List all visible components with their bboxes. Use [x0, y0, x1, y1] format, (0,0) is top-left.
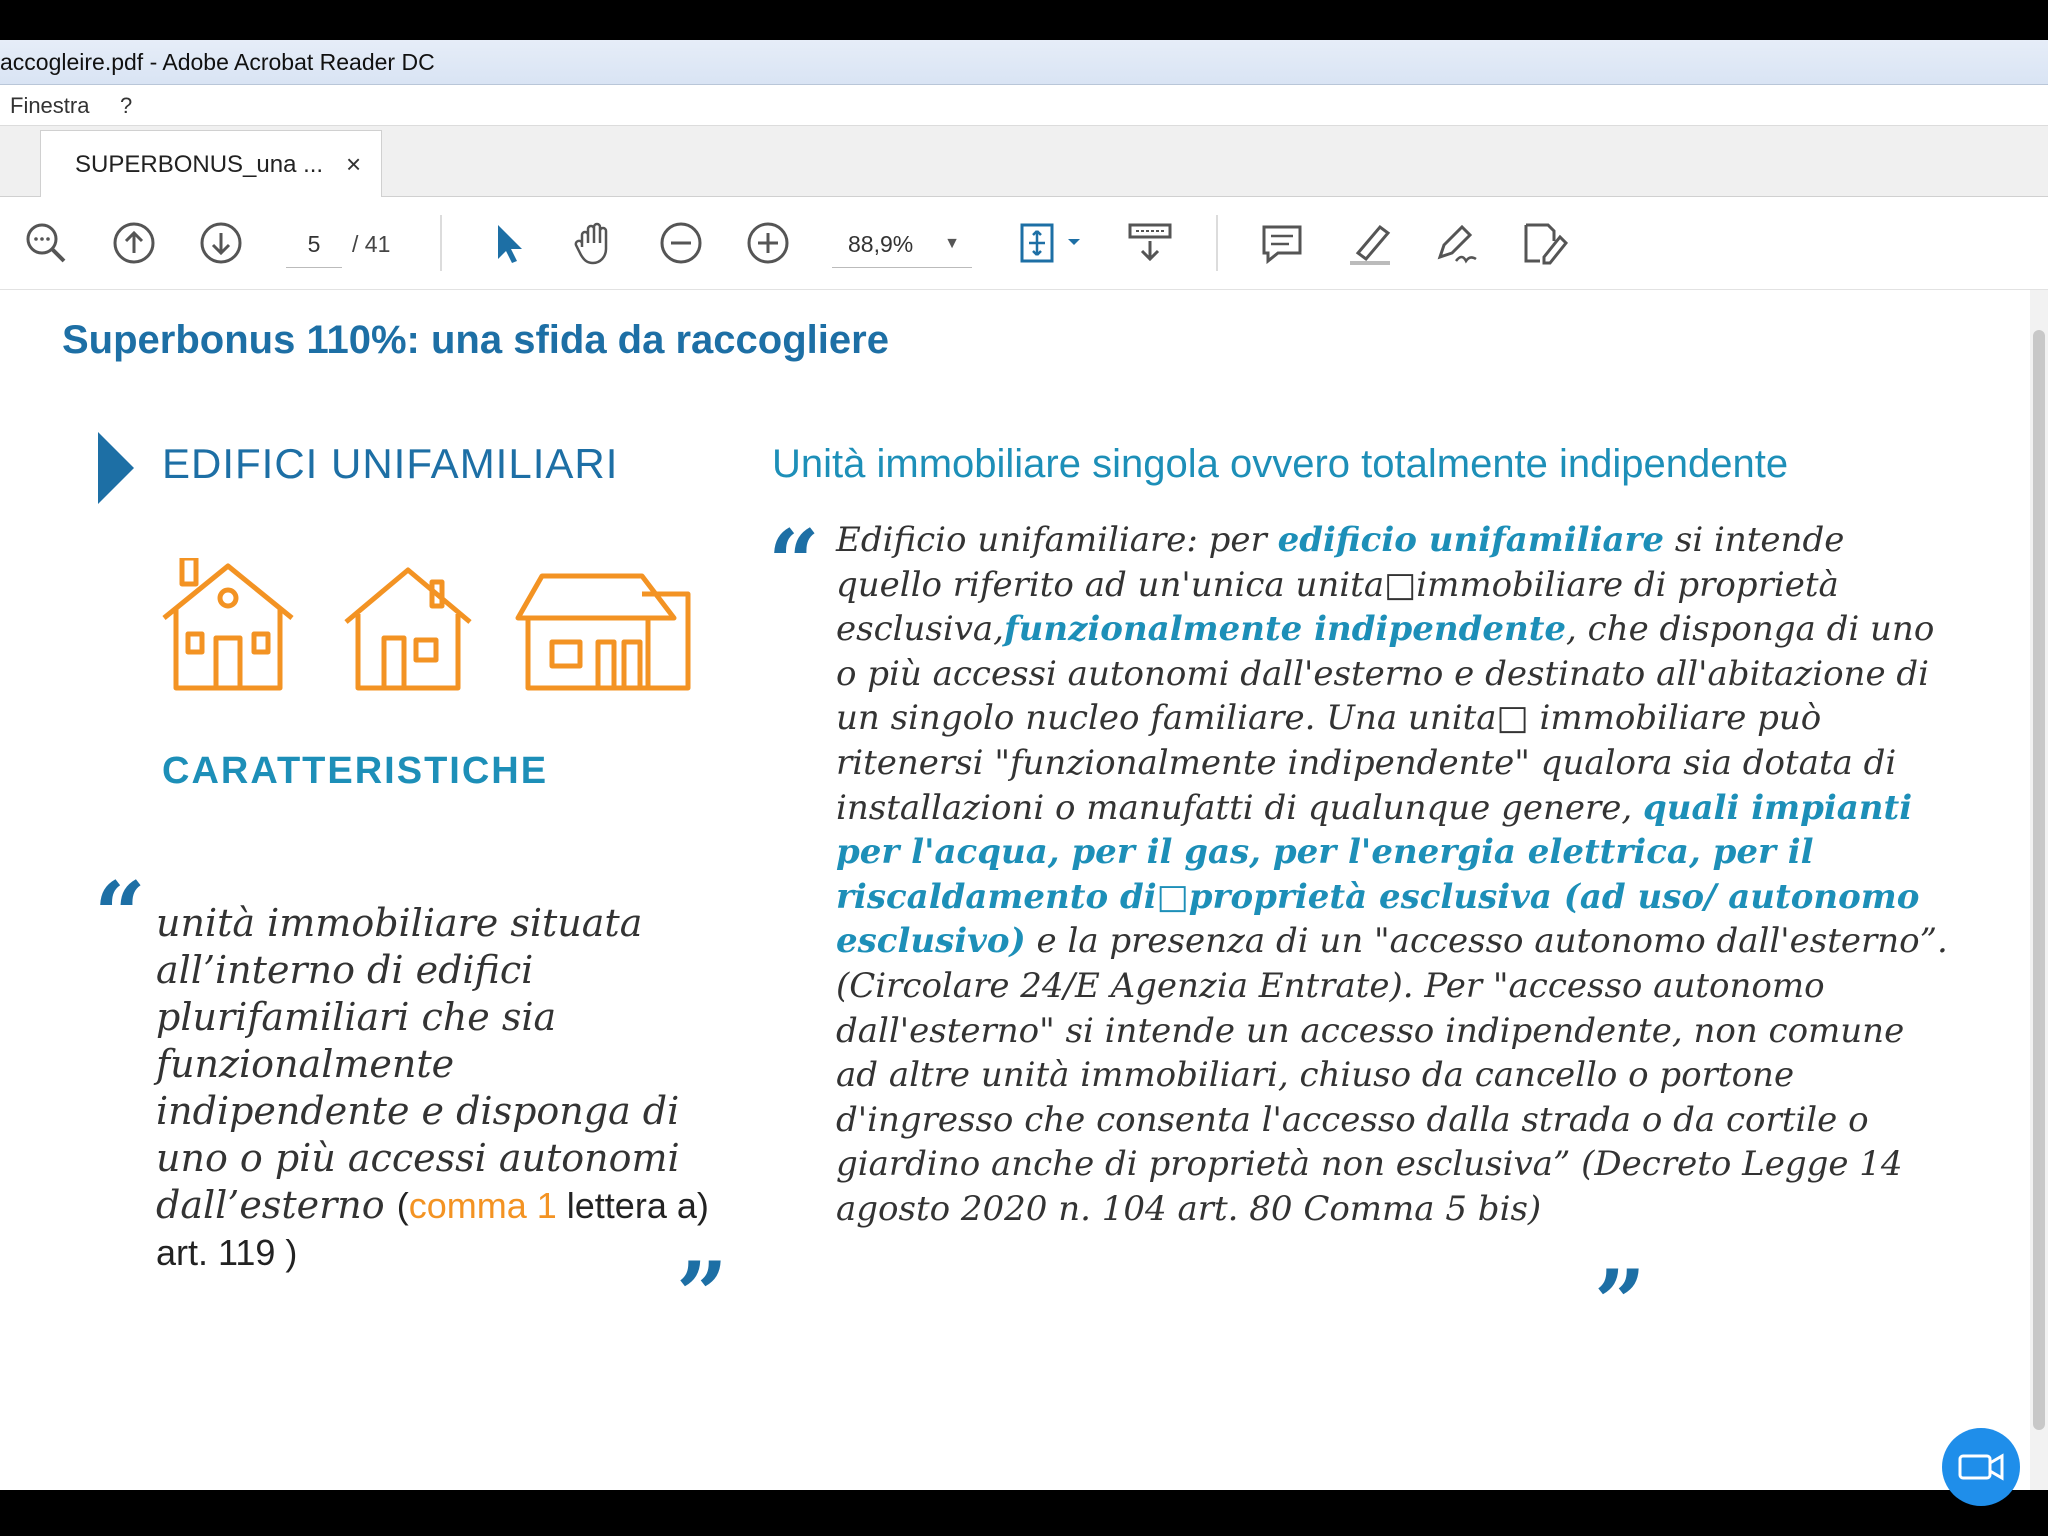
menu-bar [0, 85, 2048, 126]
rq-b1: edificio unifamiliare [1277, 520, 1665, 560]
window-titlebar [0, 40, 2048, 85]
section-title-left: EDIFICI UNIFAMILIARI [162, 440, 619, 487]
rq-p1: Edificio unifamiliare: per [836, 520, 1278, 560]
read-mode-icon[interactable] [1124, 217, 1176, 269]
rq-p4: e la presenza di un "accesso autonomo dall'esterno”. (Circolare 24/E Agenzia Entrate). Per "accesso autonomo dall'esterno" si intende un accesso indipendente, non comune ad altre unità immobiliari, chiuso da cancello o portone d'ingresso che consenta l'accesso dalla strada o da cortile o giardino anche di proprietà non esclusiva” (Decreto Legge 14 agosto 2020 n. 104 art. 80 Comma 5 bis) [836, 921, 1948, 1229]
rq-b2: funzionalmente indipendente [1004, 609, 1567, 650]
edit-pdf-icon[interactable] [1518, 217, 1570, 269]
ref-rest: lettera a) art. 119 ) [156, 1185, 709, 1273]
select-cursor-icon[interactable] [482, 217, 534, 269]
characteristics-label: CARATTERISTICHE [162, 750, 549, 792]
ref-comma-link: comma 1 [408, 1185, 557, 1226]
zoom-value: 88,9% [848, 231, 914, 257]
rq-b3: quali impianti per l'acqua, per il gas, per l'energia elettrica, per il riscaldamento di□proprietà esclusiva (ad uso/ autonomo esclusivo) [836, 787, 1920, 962]
page-total: / 41 [352, 231, 391, 257]
rq-p3: , che disponga di uno o più accessi autonomi dall'esterno e destinato all'abitazione di un singolo nucleo familiare. Una unita□ immobiliare può ritenersi "funzionalmente indipendente" qualora sia dotata di installazioni o manufatti di qualunque genere, [836, 609, 1935, 828]
toolbar-separator [440, 215, 442, 271]
hand-icon[interactable] [568, 217, 620, 269]
page-title: Superbonus 110%: una sfida da raccogliere [62, 318, 889, 362]
top-black-bar [0, 0, 2048, 40]
comment-icon[interactable] [1256, 217, 1308, 269]
quote-open-right: “ [768, 510, 820, 616]
quote-close-right: ” [1594, 1250, 1646, 1356]
minus-icon[interactable] [655, 217, 707, 269]
tab-document[interactable] [40, 130, 382, 197]
quote-close-left: ” [676, 1242, 728, 1348]
menu-help[interactable]: ? [120, 93, 133, 118]
toolbar-separator [1216, 215, 1218, 271]
video-camera-icon [1942, 1428, 2020, 1506]
chevron-down-icon: ▼ [944, 235, 960, 252]
left-quote-text [156, 900, 716, 1276]
zoom-out-magnifier-icon[interactable] [20, 217, 72, 269]
video-camera-button[interactable] [1942, 1428, 2020, 1506]
right-quote-text [836, 518, 1956, 1232]
plus-icon[interactable] [742, 217, 794, 269]
rq-p2: si intende quello riferito ad un'unica unita□immobiliare di proprietà esclusiva, [836, 520, 1845, 650]
fit-page-icon[interactable] [1016, 217, 1086, 269]
quote-open-left: “ [94, 862, 146, 968]
section-title-right: Unità immobiliare singola ovvero totalmente indipendente [772, 442, 1789, 486]
scrollbar-thumb[interactable] [2033, 330, 2045, 1430]
tab-label: SUPERBONUS_una ... [75, 151, 324, 178]
tab-bar [0, 126, 2048, 197]
arrow-down-icon[interactable] [195, 217, 247, 269]
triangle-bullet-icon [98, 432, 134, 504]
arrow-up-icon[interactable] [108, 217, 160, 269]
highlighter-icon[interactable] [1344, 217, 1396, 269]
bottom-black-bar [0, 1490, 2048, 1536]
vertical-scrollbar[interactable] [2030, 290, 2048, 1490]
close-tab-icon[interactable]: × [346, 149, 362, 179]
window-title: accogleire.pdf - Adobe Acrobat Reader DC [0, 49, 435, 75]
page-number-input[interactable]: 5 [286, 221, 342, 268]
zoom-dropdown[interactable] [832, 221, 972, 268]
menu-finestra[interactable]: Finestra [10, 93, 90, 118]
ref-open: ( [396, 1185, 409, 1226]
document-page [0, 290, 2030, 1490]
sign-icon[interactable] [1430, 217, 1482, 269]
left-quote-body: unità immobiliare situata all’interno di edifici plurifamiliari che sia funzionalmente indipendente e disponga di uno o più accessi autonomi dall’esterno [156, 901, 680, 1227]
houses-illustration-icon [158, 558, 698, 708]
toolbar [0, 197, 2048, 290]
